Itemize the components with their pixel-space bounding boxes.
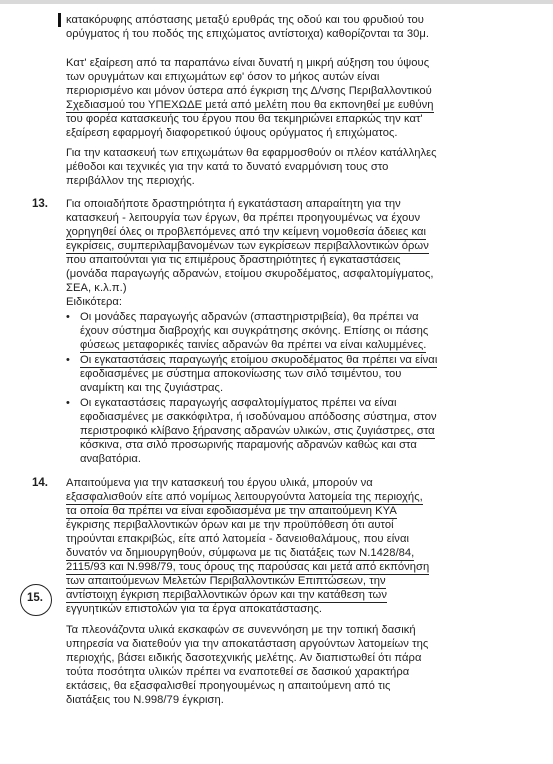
bullet-line: εφοδιασμένες με σύστημα αποκονίωσης των σιλό τσιμέντου, του [80, 368, 402, 380]
text-line: Τα πλεονάζοντα υλικά εκσκαφών σε συνεννόηση με την τοπική δασική [66, 624, 416, 636]
text-line: εξαίρεση εφαρμογή διαφορετικού ύψους ορύγματος ή επιχώματος. [66, 127, 398, 139]
text-line: τούτα ποσότητα υλικών πρέπει να εναποτεθεί σε δασικού χαρακτήρα [66, 666, 410, 678]
bullet-marker: • [66, 311, 70, 323]
text-line: περιβάλλον της περιοχής. [66, 175, 195, 187]
bullet-line: εφοδιασμένες με σακκόφιλτρα, ή ισοδύναμου απόδοσης σύστημα, στον [80, 411, 437, 423]
text-line: ΣΕΑ, κ.λ.π.) [66, 282, 127, 294]
text-line: μέθοδοι και τεχνικές για την κατά το δυνατό εναρμόνιση τους στο [66, 161, 389, 173]
underlined-line: εγκρίσεις, συμπεριλαμβανομένων των εγκρίσεων περιβαλλοντικών όρων [66, 240, 429, 252]
item-number: 13. [32, 198, 48, 210]
text-line: διατάξεις του Ν.998/79 έγκριση. [66, 694, 224, 706]
margin-mark [58, 13, 61, 27]
text-line: περιοχής, βάσει ειδικής δασοτεχνικής μελέτης. Αν διαπιστωθεί ότι πάρα [66, 652, 422, 664]
underlined-line: τα οποία θα πρέπει να είναι εφοδιασμένα με την απαιτούμενη ΚΥΑ [66, 505, 397, 517]
text-line: (μονάδα παραγωγής αδρανών, ετοίμου σκυροδέματος, ασφαλτομίγματος, [66, 268, 434, 280]
text-line: Για οποιαδήποτε δραστηριότητα ή εγκατάσταση απαραίτητη για την [66, 198, 401, 210]
underlined-line: εξασφαλισθούν είτε από νομίμως λειτουργούντα λατομεία της περιοχής, [66, 491, 423, 503]
underlined-line: των απαιτούμενων Μελετών Περιβαλλοντικών Επιπτώσεων, την [66, 575, 386, 587]
underlined-line: αντίστοιχη έγκριση περιβαλλοντικών όρων και την κατάθεση των [66, 589, 387, 601]
text-line: που απαιτούνται για τις επιμέρους δραστηριότητες ή εγκαταστάσεις [66, 254, 401, 266]
text-line: τηρούνται επακριβώς, είτε από λατομεία - δανειοθαλάμους, που είναι [66, 533, 409, 545]
text-line: Για την κατασκευή των επιχωμάτων θα εφαρμοσθούν οι πλέον κατάλληλες [66, 147, 437, 159]
text-line: κατασκευή - λειτουργία των έργων, θα πρέπει προηγουμένως να έχουν [66, 212, 421, 224]
bullet-line: αναμίκτη και της ζυγιάστρας. [80, 382, 224, 394]
scan-edge [0, 0, 553, 4]
item-number: 15. [27, 592, 43, 604]
text-line: του φορέα κατασκευής του έργου που θα τεκμηριώνει επαρκώς την κατ' [66, 113, 423, 125]
bullet-line: κόσκινα, στα σιλό προσωρινής παραμονής αδρανών καθώς και στα [80, 439, 417, 451]
underlined-line: χορηγηθεί όλες οι προβλεπόμενες από την κείμενη νομοθεσία άδειες και [66, 226, 427, 238]
bullet-marker: • [66, 397, 70, 409]
text-line: ορύγματος ή του ποδός της επιχώματος αντίστοιχα) καθορίζονται τα 30μ. [66, 28, 430, 40]
underlined-line: δυνατόν να δημιουργηθούν, σύμφωνα με τις διατάξεις των Ν.1428/84, [66, 547, 415, 559]
bullet-line: Οι εγκαταστάσεις παραγωγής ασφαλτομίγματος πρέπει να είναι [80, 397, 397, 409]
subheading: Ειδικότερα: [66, 296, 123, 308]
text-line: εγγυητικών επιστολών για τα έργα αποκατάστασης. [66, 603, 323, 615]
bullet-line: αναβατόρια. [80, 453, 142, 465]
text-line: έγκρισης περιβαλλοντικών όρων και με την προϋπόθεση ότι αυτοί [66, 519, 394, 531]
text-line: Απαιτούμενα για την κατασκευή του έργου υλικά, μπορούν να [66, 477, 373, 489]
underlined-line: φύσεως μεταφορικές ταινίες αδρανών θα πρέπει να είναι καλυμμένες. [80, 339, 427, 351]
text-line: υπηρεσία να διατεθούν για την αποκατάσταση αργούντων λατομείων της [66, 638, 429, 650]
bullet-line: Οι μονάδες παραγωγής αδρανών (σπαστηριστριβεία), θα πρέπει να [80, 311, 419, 323]
text-line: περιορισμένο και μόνον ύστερα από έγκριση της Δ/νσης Περιβαλλοντικού [66, 85, 432, 97]
text-line: εκτάσεις, θα εξασφαλισθεί προηγουμένως η απαιτούμενη από τις [66, 680, 391, 692]
underlined-line: 2115/93 και Ν.998/79, τους όρους της παρούσας και μετά από εκπόνηση [66, 561, 430, 573]
text-line: κατακόρυφης απόστασης μεταξύ ερυθράς της οδού και του φρυδιού του [66, 14, 424, 26]
underlined-line: Σχεδιασμού του ΥΠΕΧΩΔΕ μετά από μελέτη που θα εκπονηθεί με ευθύνη [66, 99, 434, 111]
text-line: των ορυγμάτων και επιχωμάτων εφ' όσον το μήκος αυτών είναι [66, 71, 380, 83]
underlined-line: Οι εγκαταστάσεις παραγωγής ετοίμου σκυροδέματος θα πρέπει να είναι [80, 354, 438, 366]
item-number: 14. [32, 477, 48, 489]
bullet-line: έχουν σύστημα διαβροχής και συγκράτησης σκόνης. Επίσης οι πάσης [80, 325, 429, 337]
underlined-line: περιστροφικό κλίβανο ξήρανσης αδρανών υλικών, στις ζυγιάστρες, στα [80, 425, 435, 437]
text-line: Κατ' εξαίρεση από τα παραπάνω είναι δυνατή η μικρή αύξηση του ύψους [66, 57, 430, 69]
bullet-marker: • [66, 354, 70, 366]
